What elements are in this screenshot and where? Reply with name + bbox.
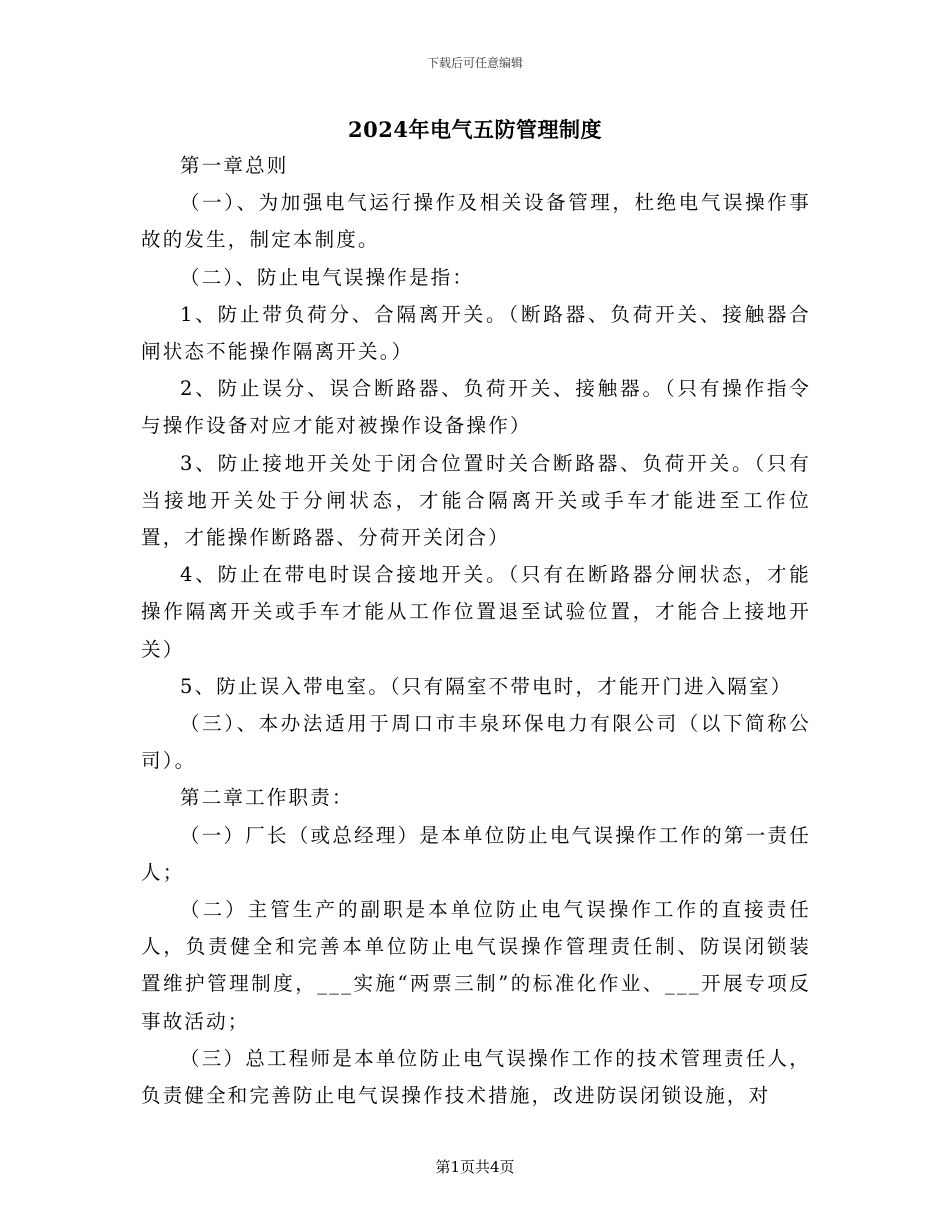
- chapter-heading: 第二章工作职责：: [180, 786, 354, 810]
- document-title: 2024年电气五防管理制度: [348, 117, 602, 142]
- chapter-heading: 第一章总则: [180, 154, 289, 177]
- paragraph: 1、防止带负荷分、合隔离开关。（断路器、负荷开关、接触器合闸状态不能操作隔离开关。）: [141, 302, 811, 364]
- paragraph: 3、防止接地开关处于闭合位置时关合断路器、负荷开关。（只有当接地开关处于分闸状态，才能合隔离开关或手车才能进至工作位置，才能操作断路器、分荷开关闭合）: [141, 451, 811, 550]
- page-number: 第1页共4页: [435, 1158, 515, 1176]
- page-header-note: 下载后可任意编辑: [426, 56, 523, 70]
- paragraph: （一）、为加强电气运行操作及相关设备管理，杜绝电气误操作事故的发生，制定本制度。: [141, 191, 811, 252]
- paragraph: 5、防止误入带电室。（只有隔室不带电时，才能开门进入隔室）: [180, 674, 793, 698]
- paragraph: （一）厂长（或总经理）是本单位防止电气误操作工作的第一责任人；: [141, 823, 811, 884]
- paragraph: （三）、本办法适用于周口市丰泉环保电力有限公司（以下简称公司）。: [141, 712, 811, 773]
- paragraph: （二）主管生产的副职是本单位防止电气误操作工作的直接责任人，负责健全和完善本单位防止电气误操作管理责任制、防误闭锁装置维护管理制度，___实施“两票三制”的标准化作业、___开展专项反事故活动；: [141, 898, 811, 1033]
- paragraph: 2、防止误分、误合断路器、负荷开关、接触器。（只有操作指令与操作设备对应才能对被操作设备操作）: [141, 377, 811, 438]
- paragraph: （三）总工程师是本单位防止电气误操作工作的技术管理责任人，负责健全和完善防止电气误操作技术措施，改进防误闭锁设施，对: [141, 1046, 811, 1108]
- document-body: [141, 147, 811, 1114]
- paragraph: 4、防止在带电时误合接地开关。（只有在断路器分闸状态，才能操作隔离开关或手车才能从工作位置退至试验位置，才能合上接地开关）: [141, 563, 811, 661]
- paragraph: （二）、防止电气误操作是指：: [180, 265, 475, 289]
